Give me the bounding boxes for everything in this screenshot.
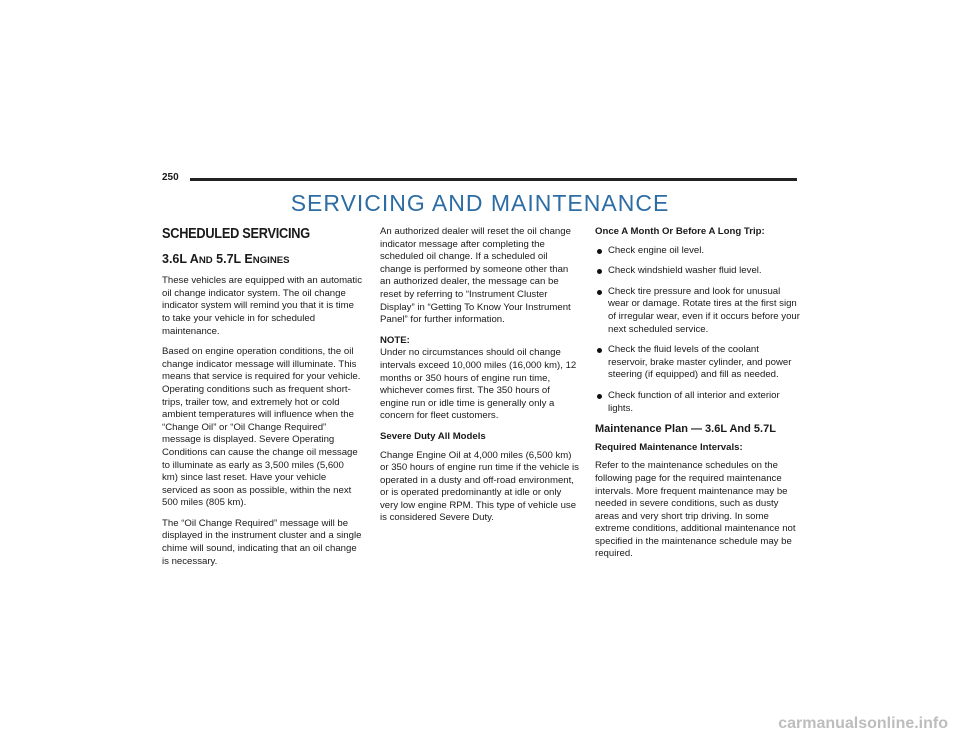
list-item: Check engine oil level. [595, 245, 800, 258]
maintenance-plan-title: Maintenance Plan — 3.6L And 5.7L [595, 423, 776, 436]
monthly-check-title: Once A Month Or Before A Long Trip: [595, 226, 765, 237]
severe-duty-title: Severe Duty All Models [380, 430, 486, 442]
subsection-title: 3.6L AND 5.7L ENGINES [162, 251, 290, 266]
intervals-label: Required Maintenance Intervals: [595, 441, 743, 453]
note-label: NOTE: [380, 334, 410, 346]
page-number: 250 [162, 172, 179, 183]
list-item: Check tire pressure and look for unusual wear or damage. Rotate tires at the first sign of irregular wear, even if it occurs before your next scheduled service. [595, 286, 800, 336]
bullet-icon [597, 290, 602, 295]
paragraph: An authorized dealer will reset the oil change indicator message after completing the scheduled oil change. If a scheduled oil change is performed by someone other than an authorized dealer, the message can be reset by referring to “Instrument Cluster Display” in “Getting To Know Your Instrument Panel” for further information. [380, 226, 571, 326]
section-title: SCHEDULED SERVICING [162, 226, 310, 242]
column-2 [380, 226, 580, 533]
list-item: Check function of all interior and exterior lights. [595, 390, 800, 415]
bullet-icon [597, 348, 602, 353]
bullet-icon [597, 269, 602, 274]
paragraph: The “Oil Change Required” message will be displayed in the instrument cluster and a single chime will sound, indicating that an oil change is necessary. [162, 517, 362, 567]
paragraph: These vehicles are equipped with an automatic oil change indicator system. The oil change indicator system will remind you that it is time to take your vehicle in for scheduled maintenance. [162, 275, 362, 337]
bullet-icon [597, 394, 602, 399]
note-text: Under no circumstances should oil change intervals exceed 10,000 miles (16,000 km), 12 months or 350 hours of engine run time, whichever comes first. The 350 hours of engine run or idle time is generally only a concern for fleet customers. [380, 347, 577, 422]
column-1 [162, 226, 362, 576]
header-rule [190, 178, 797, 181]
severe-duty-text: Change Engine Oil at 4,000 miles (6,500 km) or 350 hours of engine run time if the vehicle is operated in a dusty and off-road environment, or is operated predominantly at idle or only very low engine RPM. This type of vehicle use is considered Severe Duty. [380, 449, 579, 524]
checklist [595, 245, 800, 416]
paragraph: Based on engine operation conditions, the oil change indicator message will illuminate. This means that service is required for your vehicle. Operating conditions such as frequent short-trips, trailer tow, and extremely hot or cold ambient temperatures will influence when the “Change Oil” or “Oil Change Required” message is displayed. Severe Operating Conditions can cause the change oil message to illuminate as early as 3,500 miles (5,600 km) since last reset. Have your vehicle serviced as soon as possible, within the next 500 miles (805 km). [162, 346, 361, 509]
intervals-text: Refer to the maintenance schedules on the following page for the required maintenance intervals. More frequent maintenance may be needed in severe conditions, such as dusty areas and very short trip driving. In some extreme conditions, additional maintenance not specified in the maintenance schedule may be required. [595, 460, 796, 560]
chapter-title: SERVICING AND MAINTENANCE [290, 190, 670, 216]
list-item: Check the fluid levels of the coolant reservoir, brake master cylinder, and power steering (if equipped) and fill as needed. [595, 344, 800, 382]
list-item: Check windshield washer fluid level. [595, 265, 800, 278]
column-3 [595, 226, 800, 569]
bullet-icon [597, 249, 602, 254]
watermark: carmanualsonline.info [778, 715, 948, 732]
